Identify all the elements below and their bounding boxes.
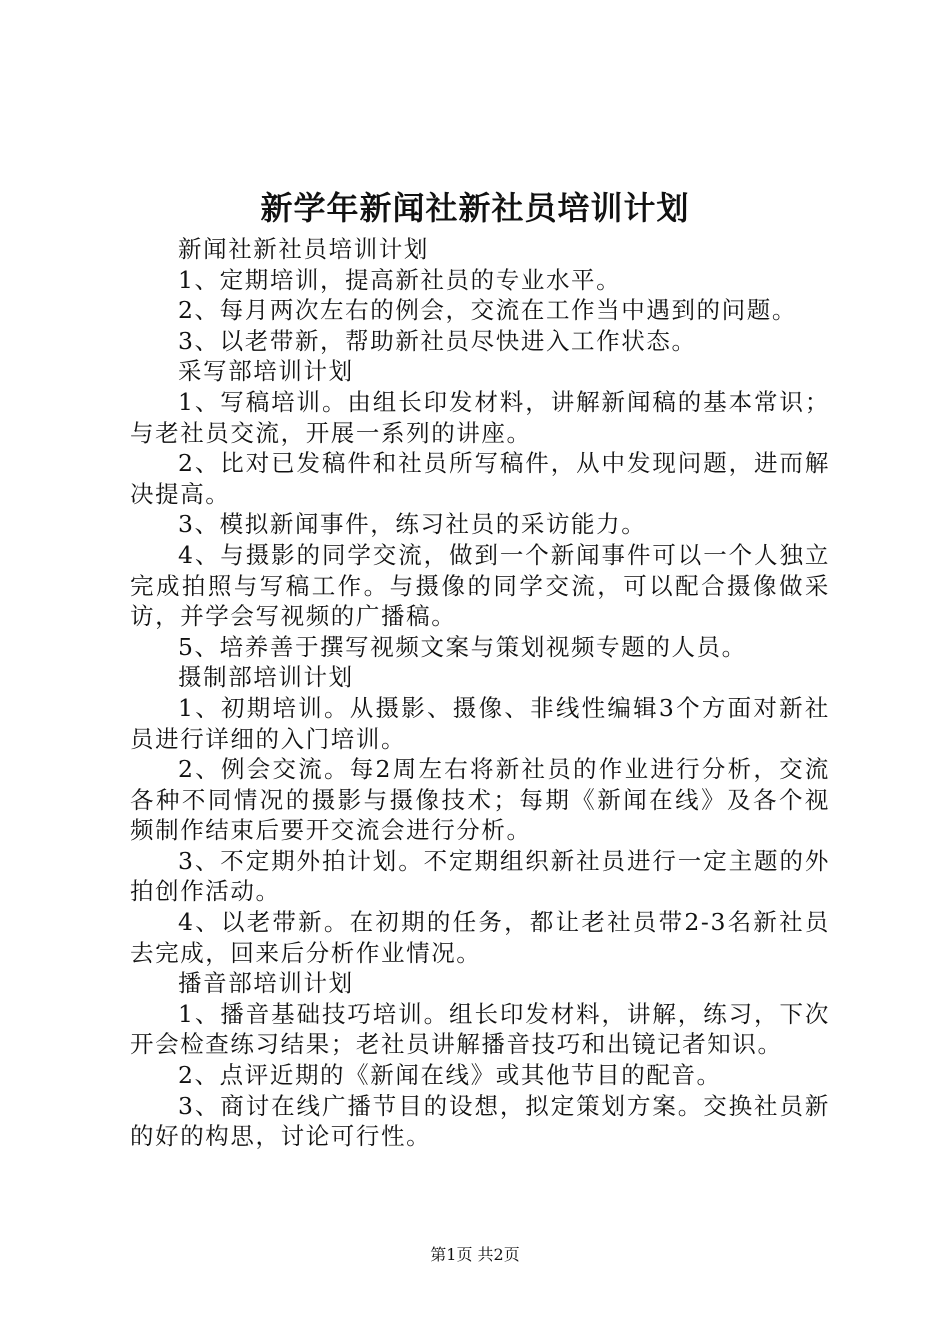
- paragraph: 5、培养善于撰写视频文案与策划视频专题的人员。: [178, 632, 747, 661]
- paragraph: 2、例会交流。每2周左右将新社员的作业进行分析，交流各种不同情况的摄影与摄像技术；每期《新闻在线》及各个视频制作结束后要开交流会进行分析。: [130, 755, 830, 845]
- paragraph: 1、定期培训，提高新社员的专业水平。: [178, 265, 622, 294]
- paragraph: 3、不定期外拍计划。不定期组织新社员进行一定主题的外拍创作活动。: [130, 846, 830, 906]
- paragraph: 新闻社新社员培训计划: [178, 235, 429, 263]
- section-heading-caixie: 采写部培训计划: [178, 357, 354, 386]
- paragraph: 1、播音基础技巧培训。组长印发材料，讲解，练习，下次开会检查练习结果；老社员讲解播音技巧和出镜记者知识。: [130, 999, 830, 1059]
- paragraph: 3、以老带新，帮助新社员尽快进入工作状态。: [178, 326, 697, 355]
- paragraph: 4、以老带新。在初期的任务，都让老社员带2-3名新社员去完成，回来后分析作业情况。: [130, 908, 830, 967]
- paragraph: 3、模拟新闻事件，练习社员的采访能力。: [178, 510, 647, 539]
- paragraph: 1、写稿培训。由组长印发材料，讲解新闻稿的基本常识；与老社员交流，开展一系列的讲座。: [130, 387, 830, 447]
- paragraph: 4、与摄影的同学交流，做到一个新闻事件可以一个人独立完成拍照与写稿工作。与摄像的同学交流，可以配合摄像做采访，并学会写视频的广播稿。: [130, 540, 830, 631]
- document-body: [130, 234, 830, 1152]
- paragraph: 2、比对已发稿件和社员所写稿件，从中发现问题，进而解决提高。: [130, 449, 830, 508]
- paragraph: 1、初期培训。从摄影、摄像、非线性编辑3个方面对新社员进行详细的入门培训。: [130, 693, 830, 753]
- section-heading-shezhi: 摄制部培训计划: [178, 663, 354, 692]
- document-title: 新学年新闻社新社员培训计划: [260, 189, 690, 227]
- paragraph: 3、商讨在线广播节目的设想，拟定策划方案。交换社员新的好的构思，讨论可行性。: [130, 1091, 830, 1151]
- paragraph: 2、每月两次左右的例会，交流在工作当中遇到的问题。: [178, 296, 797, 325]
- section-heading-boyin: 播音部培训计划: [178, 969, 354, 998]
- paragraph: 2、点评近期的《新闻在线》或其他节目的配音。: [178, 1061, 722, 1090]
- page-footer: 第1页 共2页: [430, 1245, 520, 1264]
